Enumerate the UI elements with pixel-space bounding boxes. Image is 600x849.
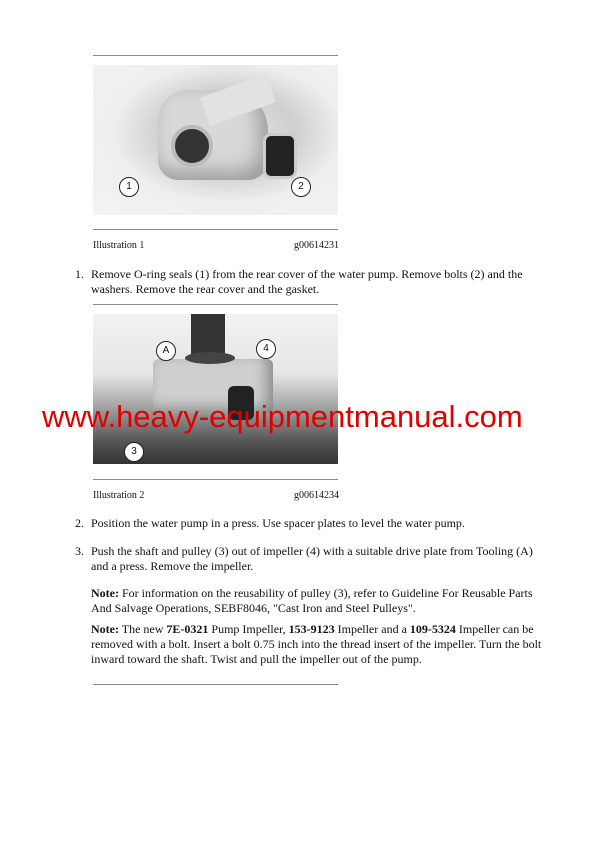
note-label: Note: [91, 622, 119, 636]
part-number: 109-5324 [409, 622, 456, 636]
divider [93, 304, 338, 305]
illustration-2-code: g00614234 [294, 490, 339, 501]
part-number: 7E-0321 [166, 622, 209, 636]
callout-2: 2 [291, 177, 311, 197]
callout-4: 4 [256, 339, 276, 359]
illustration-1-caption: Illustration 1 [93, 240, 145, 251]
step-number: 3. [75, 544, 84, 558]
note-text: For information on the reusability of pulley (3), refer to Guideline For Reusable Parts And Salvage Operations, SEBF8046, "Cast Iron and Steel Pulleys". [91, 586, 533, 615]
divider [93, 55, 338, 56]
step-3-text: Push the shaft and pulley (3) out of impeller (4) with a suitable drive plate from Tooling (A) and a press. Remove the impeller. [91, 544, 533, 573]
illustration-2-caption: Illustration 2 [93, 490, 145, 501]
note-text: The new [118, 622, 167, 636]
divider [93, 229, 338, 230]
step-number: 2. [75, 516, 84, 530]
step-1-text: Remove O-ring seals (1) from the rear cover of the water pump. Remove bolts (2) and the washers. Remove the rear cover and the gasket. [91, 267, 523, 296]
note-text: Impeller and a [334, 622, 410, 636]
divider [93, 684, 338, 685]
divider [93, 479, 338, 480]
step-number: 1. [75, 267, 84, 281]
note-1 [91, 586, 551, 616]
illustration-1-code: g00614231 [294, 240, 339, 251]
note-text: Pump Impeller, [208, 622, 289, 636]
illustration-1-photo [93, 65, 338, 215]
note-text: Impeller can be removed with a bolt. Insert a bolt 0.75 inch into the thread insert of the impeller. Turn the bolt inward toward the shaft. Twist and pull the impeller out of the pump. [91, 622, 542, 666]
illustration-2-photo [93, 314, 338, 464]
part-number: 153-9123 [288, 622, 335, 636]
note-2 [91, 622, 551, 667]
note-label: Note: [91, 586, 119, 600]
callout-1: 1 [119, 177, 139, 197]
callout-a: A [156, 341, 176, 361]
step-2-text: Position the water pump in a press. Use spacer plates to level the water pump. [91, 516, 465, 530]
watermark: www.heavy-equipmentmanual.com [42, 399, 523, 434]
callout-3: 3 [124, 442, 144, 462]
